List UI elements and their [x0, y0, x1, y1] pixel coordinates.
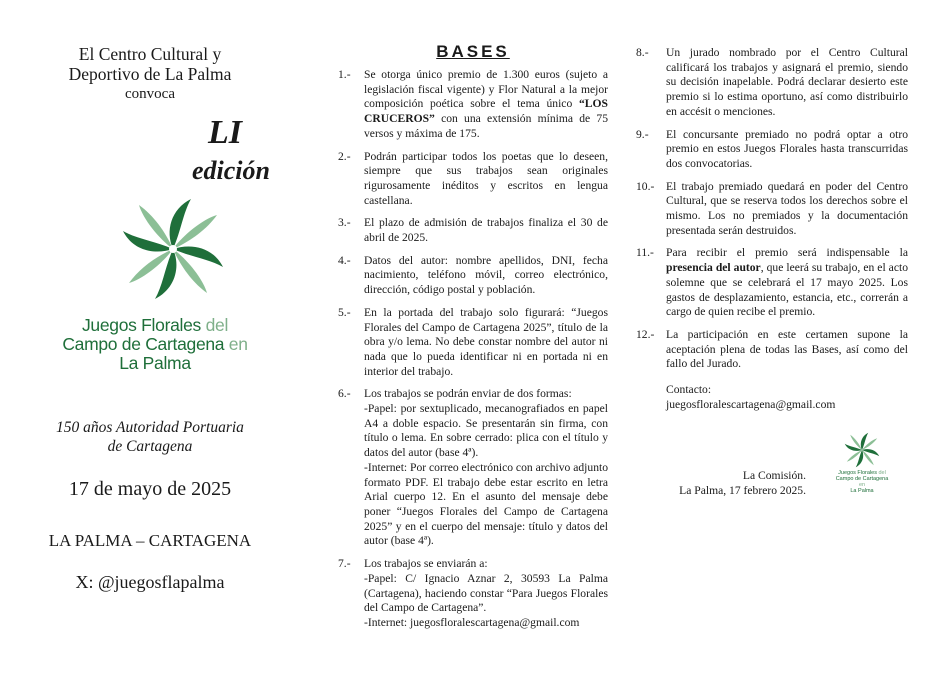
event-location: LA PALMA – CARTAGENA	[48, 531, 252, 550]
base-text: Se otorga único premio de 1.300 euros (sujeto a legislación fiscal vigente) y Flor Natural a la mejor composición poética sobre el tema único	[364, 68, 608, 111]
base-item-12	[636, 328, 908, 372]
base-text: La participación en este certamen supone la aceptación plena de todas las Bases, así como del fallo del Jurado.	[666, 327, 908, 371]
base-text: Un jurado nombrado por el Centro Cultural calificará los trabajos y asignará el premio, siendo su decisión inapelable. Podrá declarar desierto este premio si lo estima oportuno, así como distribuirlo en accésit o menciones.	[666, 46, 908, 118]
base-number: 9.-	[636, 127, 649, 141]
base-number: 8.-	[636, 46, 649, 59]
convoca-text: convoca	[125, 86, 175, 102]
base-text: Los trabajos se enviarán a:	[364, 557, 488, 571]
base-number: 7.-	[338, 557, 351, 571]
event-date: 17 de mayo de 2025	[68, 478, 232, 500]
signature-commission: La Comisión.	[742, 469, 806, 482]
base-number: 2.-	[338, 149, 351, 163]
base-item-9	[636, 128, 908, 172]
base-text: Para recibir el premio será indispensable la	[666, 246, 908, 260]
base-item-4	[338, 254, 608, 298]
base-item-11	[636, 246, 908, 320]
base-item-5	[338, 306, 608, 380]
base-text: -Internet: juegosfloralescartagena@gmail.com	[364, 615, 580, 629]
small-logo	[832, 430, 892, 500]
base-item-8	[636, 46, 908, 120]
contact-block	[666, 382, 906, 412]
base-number: 12.-	[636, 327, 655, 341]
organizer-line-2: Deportivo de La Palma	[68, 64, 232, 84]
base-number: 11.-	[636, 246, 654, 260]
base-emphasis: presencia del autor	[666, 261, 761, 275]
base-number: 1.-	[338, 68, 351, 81]
base-text: Los trabajos se podrán enviar de dos formas:	[364, 387, 572, 401]
cover-panel	[0, 0, 300, 673]
base-number: 6.-	[338, 387, 351, 401]
juegos-florales-logo-icon	[118, 192, 228, 306]
base-number: 10.-	[636, 179, 655, 193]
signature-date: La Palma, 17 febrero 2025.	[679, 484, 806, 497]
anniversary-line-2: de Cartagena	[107, 438, 193, 455]
base-item-10	[636, 180, 908, 239]
base-text: Datos del autor: nombre apellidos, DNI, fecha nacimiento, teléfono móvil, correo electrónico, dirección, código postal y población.	[364, 253, 608, 297]
bases-list-1	[338, 68, 608, 639]
edition-word: edición	[192, 156, 270, 185]
base-text: -Internet: Por correo electrónico con archivo adjunto formato PDF. El trabajo debe estar escrito en letra Arial cuerpo 12. En el asunto del mensaje debe poner “Juegos Florales del Campo de Cartagena 2025” y en el cuerpo del mensaje: título y datos del autor (base 4ª).	[364, 460, 609, 548]
base-text: Podrán participar todos los poetas que lo deseen, siempre que sus trabajos sean originales rigurosamente inéditos y escritos en lengua castellana.	[364, 149, 608, 207]
small-logo-line-2: Campo de Cartagena	[835, 476, 889, 482]
anniversary-text	[20, 418, 280, 456]
small-logo-text	[832, 470, 892, 494]
base-number: 3.-	[338, 216, 351, 230]
base-text: con una extensión mínima de 75 versos y máxima de 175.	[364, 112, 608, 140]
base-text: , que leerá su trabajo, en el acto solemne que se celebrará el 17 mayo 2025. Los gastos de desplazamiento, estancia, etc., correrán a cargo de quien recibe el premio.	[666, 261, 908, 319]
base-number: 5.-	[338, 305, 351, 319]
base-number: 4.-	[338, 253, 351, 267]
organizer-line-1: El Centro Cultural y	[78, 44, 222, 64]
base-text: -Papel: por sextuplicado, mecanografiados en papel A4 a doble espacio. Se presentarán sin firma, con título o lema. En sobre cerrado: plica con el título y datos del autor (base 4ª).	[364, 402, 608, 460]
edition-number: LI	[208, 114, 242, 151]
base-item-3	[338, 216, 608, 245]
base-theme: “LOS CRUCEROS”	[364, 97, 608, 126]
small-logo-line-1-light: del	[876, 470, 886, 476]
brand-line-1-light: del	[201, 315, 229, 335]
base-text: El concursante premiado no podrá optar a otro premio en estos Juegos Florales hasta transcurridas dos convocatorias.	[666, 127, 908, 170]
base-item-2	[338, 150, 608, 209]
social-handle: X: @juegosflapalma	[75, 572, 225, 592]
signature-block	[636, 468, 806, 498]
small-logo-line-2-light: en	[858, 482, 866, 488]
base-item-6	[338, 387, 608, 549]
anniversary-line-1: 150 años Autoridad Portuaria	[56, 419, 244, 436]
bases-title: BASES	[436, 42, 510, 61]
organizer	[20, 44, 280, 104]
base-text: -Papel: C/ Ignacio Aznar 2, 30593 La Palma (Cartagena), haciendo constar “Para Juegos Florales del Campo de Cartagena”.	[364, 571, 608, 615]
base-text: El plazo de admisión de trabajos finaliza el 30 de abril de 2025.	[364, 216, 608, 245]
base-item-7	[338, 557, 608, 631]
base-text: En la portada del trabajo solo figurará: “Juegos Florales del Campo de Cartagena 2025”, título de la obra y/o lema. No debe constar nombre del autor ni nada que lo pueda identificar ni en portada ni en interior del trabajo.	[364, 305, 608, 378]
small-logo-line-1: Juegos Florales	[838, 470, 877, 476]
small-logo-line-3: La Palma	[850, 488, 874, 494]
brand-line-3: La Palma	[119, 353, 191, 373]
contact-label: Contacto:	[666, 383, 712, 396]
contact-email[interactable]: juegosfloralescartagena@gmail.com	[666, 398, 836, 411]
base-item-1	[338, 68, 608, 142]
juegos-florales-logo-small-icon	[843, 430, 881, 470]
bases-list-2	[636, 46, 908, 380]
brand-name	[40, 316, 270, 373]
base-text: El trabajo premiado quedará en poder del Centro Cultural, que se reserva todos los derechos sobre el mismo. Los no premiados y la documentación presentada serán destruidos.	[666, 179, 908, 237]
brand-line-2-light: en	[224, 334, 248, 354]
brand-line-2: Campo de Cartagena	[62, 334, 225, 354]
brand-line-1: Juegos Florales	[81, 315, 202, 335]
